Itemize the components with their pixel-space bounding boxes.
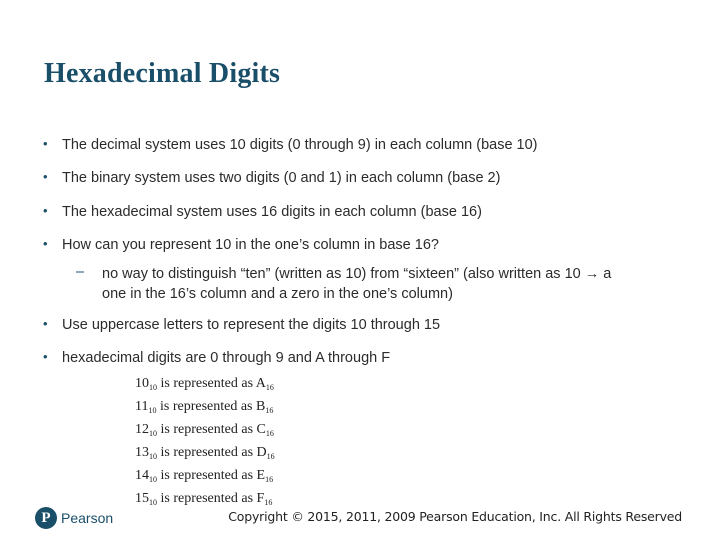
bullet-text: The decimal system uses 10 digits (0 through 9) in each column (base 10) (62, 137, 538, 153)
sub-bullet-text (102, 264, 682, 304)
bullet-dot-icon: • (43, 316, 48, 331)
pearson-logo-text: Pearson (61, 510, 114, 526)
decimal-base: 10 (149, 452, 157, 461)
mapping-phrase: is represented as (160, 376, 254, 391)
hex-value: E (256, 468, 266, 483)
hex-value: A (255, 376, 266, 391)
decimal-base: 10 (148, 406, 157, 415)
copyright-notice: Copyright © 2015, 2011, 2009 Pearson Education, Inc. All Rights Reserved (228, 509, 682, 524)
hex-mapping-row (135, 372, 275, 395)
hex-value: B (256, 399, 266, 414)
bullet-dot-icon: • (43, 349, 48, 364)
bullet-text: The hexadecimal system uses 16 digits in each column (base 16) (62, 204, 482, 220)
decimal-base: 10 (149, 383, 157, 392)
mapping-phrase: is represented as (159, 399, 253, 414)
hex-mapping-row (135, 464, 275, 487)
decimal-value: 11 (135, 399, 149, 414)
decimal-base: 10 (149, 475, 157, 484)
bullet-text: Use uppercase letters to represent the digits 10 through 15 (62, 317, 441, 333)
hex-value: D (256, 445, 267, 460)
bullet-text: How can you represent 10 in the one’s column in base 16? (62, 237, 439, 253)
hex-mapping-row (135, 395, 275, 418)
hex-base: 16 (264, 498, 273, 507)
bullet-dot-icon: • (43, 236, 48, 251)
hex-base: 16 (265, 406, 274, 415)
bullet-dot-icon: • (43, 203, 48, 218)
hex-mapping-row (135, 418, 275, 441)
decimal-value: 15 (135, 491, 149, 506)
bullet-dot-icon: • (43, 136, 48, 151)
mapping-phrase: is represented as (160, 491, 254, 506)
decimal-value: 12 (135, 422, 149, 437)
mapping-phrase: is represented as (160, 468, 254, 483)
hex-base: 16 (266, 452, 275, 461)
decimal-value: 10 (135, 376, 149, 391)
mapping-phrase: is represented as (160, 422, 254, 437)
bullet-dot-icon: • (43, 169, 48, 184)
hex-mapping-table (135, 372, 275, 510)
decimal-value: 13 (135, 445, 149, 460)
hex-value: C (256, 422, 266, 437)
bullet-text: hexadecimal digits are 0 through 9 and A through F (62, 350, 391, 366)
hex-mapping-row (135, 487, 275, 510)
mapping-phrase: is represented as (160, 445, 254, 460)
hex-value: F (256, 491, 265, 506)
decimal-base: 10 (149, 498, 157, 507)
slide-title: Hexadecimal Digits (44, 58, 281, 89)
hex-base: 16 (265, 429, 274, 438)
pearson-logo-icon: P (35, 507, 57, 529)
decimal-base: 10 (149, 429, 157, 438)
hex-base: 16 (265, 475, 274, 484)
decimal-value: 14 (135, 468, 149, 483)
hex-base: 16 (265, 383, 274, 392)
hex-mapping-row (135, 441, 275, 464)
sub-bullet-line: one in the 16’s column and a zero in the one’s column) (102, 286, 453, 302)
sub-bullet-line: no way to distinguish “ten” (written as 10) from “sixteen” (also written as 10 → a (102, 266, 612, 282)
bullet-text: The binary system uses two digits (0 and 1) in each column (base 2) (62, 170, 501, 186)
pearson-logo (35, 506, 113, 530)
sub-bullet-dash-icon: – (76, 264, 85, 280)
